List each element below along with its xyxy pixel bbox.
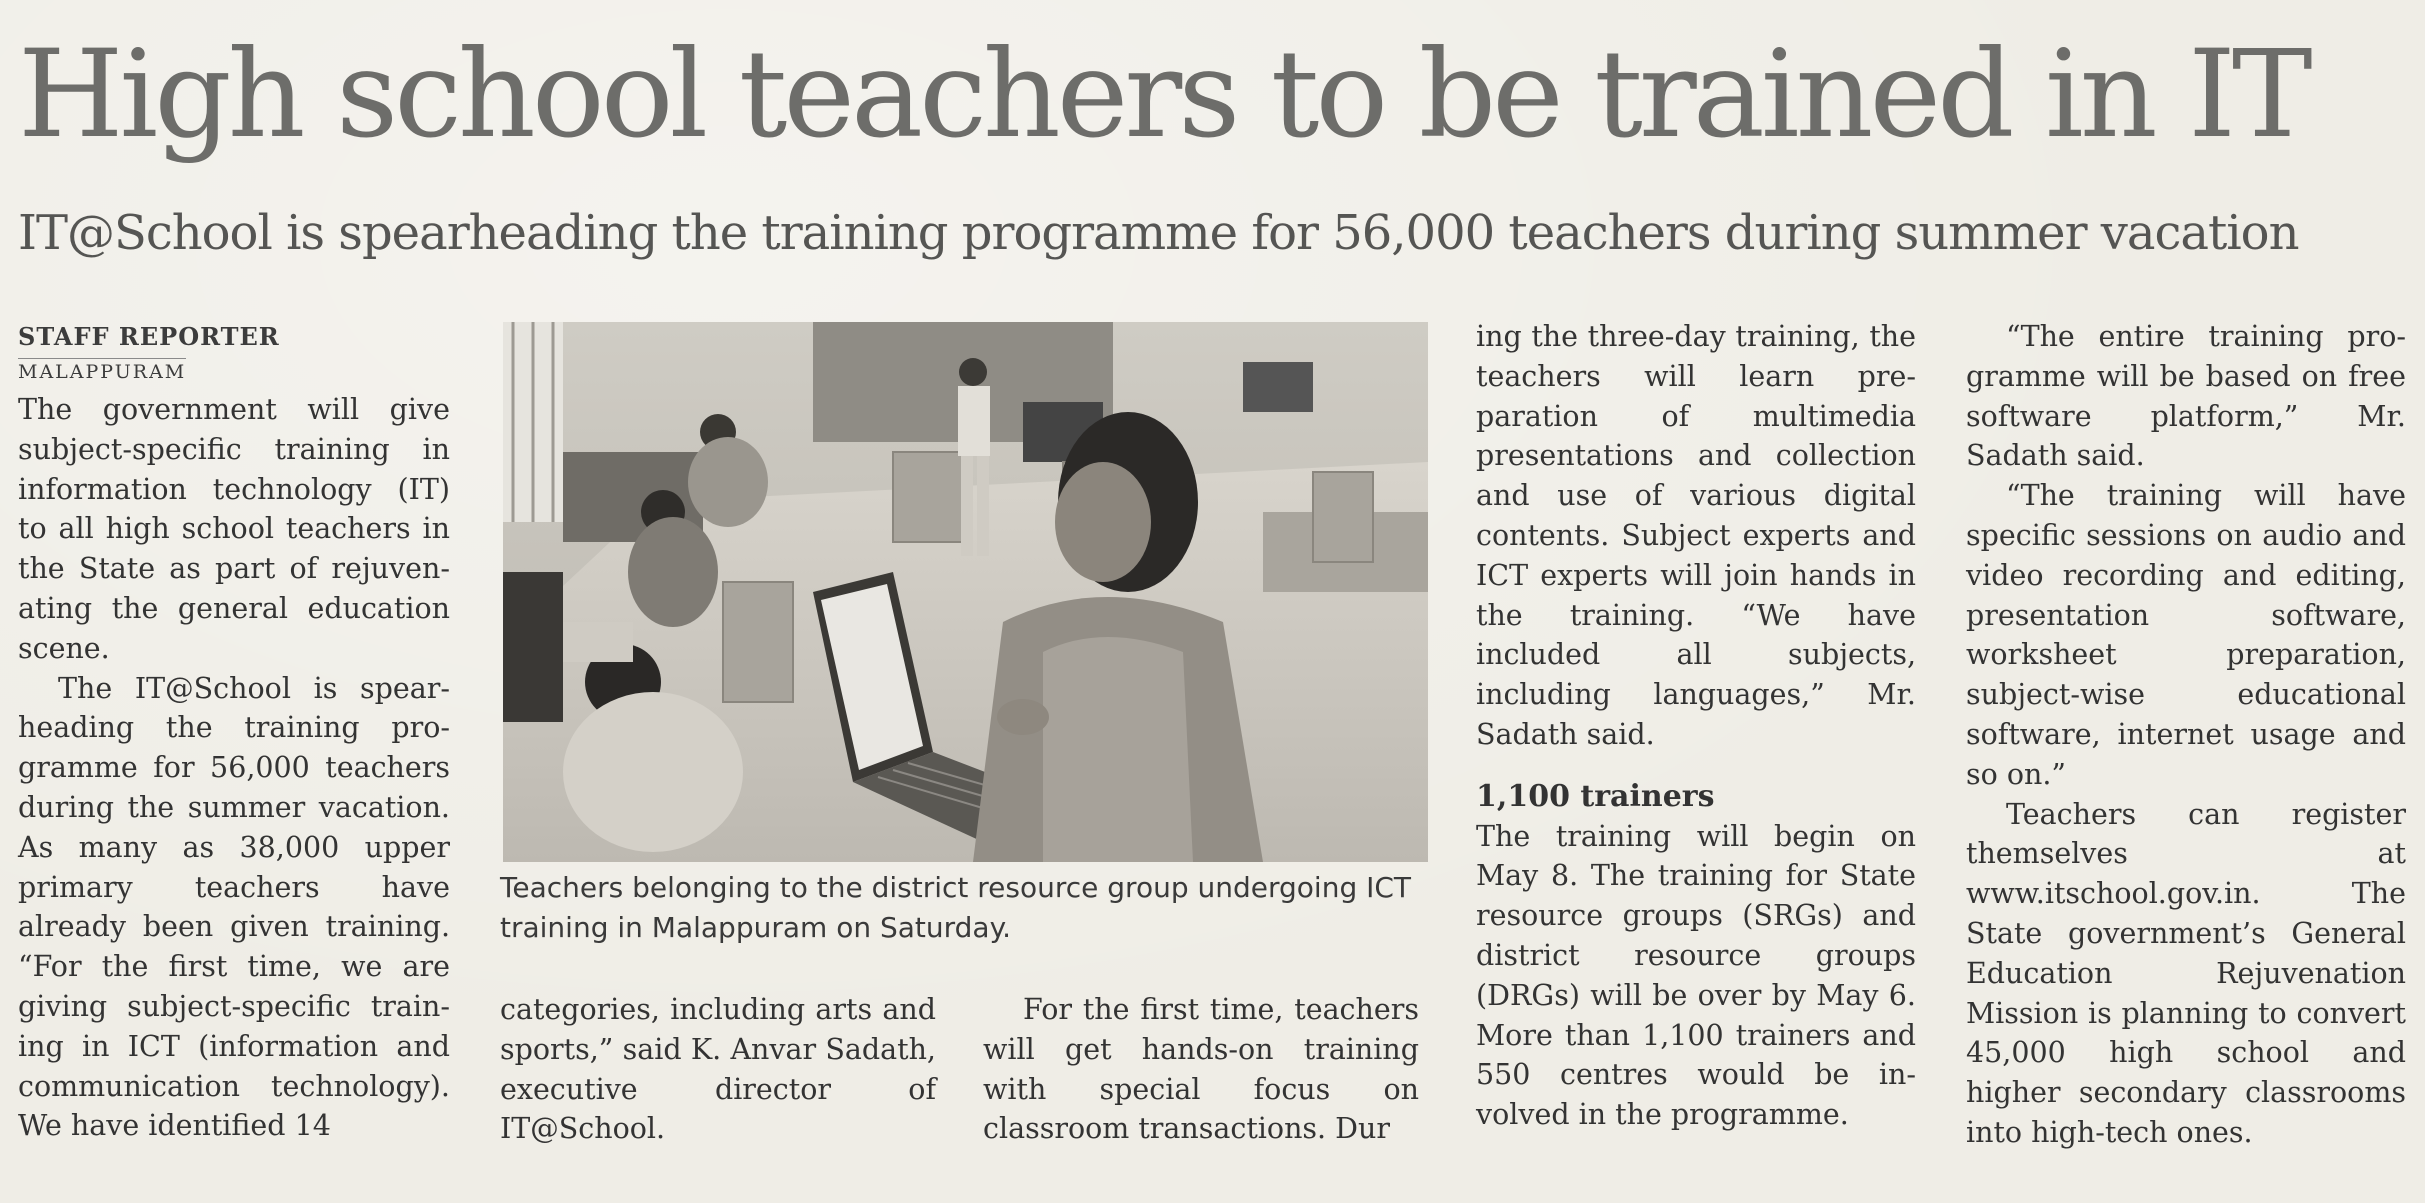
section-subheading: 1,100 trainers: [1476, 778, 1715, 814]
headline: High school teachers to be trained in IT: [18, 24, 2309, 165]
photo-caption: Teachers belonging to the district resource group undergoing ICT training in Malappuram on Saturday.: [500, 871, 1412, 944]
paragraph: Teachers can register themselves at www.itschool.gov.in. The State government’s General Education Rejuvenation Mission is planning to convert 45,000 high school and higher secondary classrooms into high-tech ones.: [1966, 797, 2406, 1149]
paragraph: “The entire training programme will be based on free software platform,” Mr. Sadath said.: [1966, 320, 2406, 473]
paragraph: For the first time, teachers will get hands-on training with special focus on classroom transactions. Dur: [983, 993, 1419, 1146]
article-column-2: [500, 990, 936, 1149]
article-column-5: [1966, 317, 2406, 1153]
byline: STAFF REPORTER: [18, 322, 280, 351]
article-column-1: [18, 390, 450, 1146]
paragraph: The government will give subject-specific training in information technology (IT) to all high school teachers in the State as part of rejuvenating the general education scene.: [18, 393, 450, 665]
paragraph: The training will begin on May 8. The training for State resource groups (SRGs) and district resource groups (DRGs) will be over by May 6. More than 1,100 trainers and 550 centres would be involved in the programme.: [1476, 819, 1916, 1132]
classroom-photo-illustration: [503, 322, 1428, 862]
paragraph: “The training will have specific sessions on audio and video recording and editing, presentation software, worksheet preparation, subject-wise educational software, internet usage and so on.”: [1966, 479, 2406, 791]
article-column-4: [1476, 317, 1916, 1135]
paragraph: The IT@School is spearheading the training programme for 56,000 teachers during the summer vacation. As many as 38,000 upper primary teachers have already been given training. “For the first time, we are giving subject-specific training in ICT (information and communication technology). We have identified 14: [18, 671, 450, 1143]
subheadline: IT@School is spearheading the training programme for 56,000 teachers during summer vacation: [18, 205, 2299, 261]
article-column-3: [983, 990, 1419, 1149]
paragraph: categories, including arts and sports,” said K. Anvar Sadath, executive director of IT@School.: [500, 993, 936, 1146]
dateline: MALAPPURAM: [18, 358, 186, 383]
article-photo: [503, 322, 1428, 862]
paragraph: ing the three-day training, the teachers will learn preparation of multimedia presentations and collection and use of various digital contents. Subject experts and ICT experts will join hands in the training. “We have included all subjects, including languages,” Mr. Sadath said.: [1476, 320, 1916, 751]
